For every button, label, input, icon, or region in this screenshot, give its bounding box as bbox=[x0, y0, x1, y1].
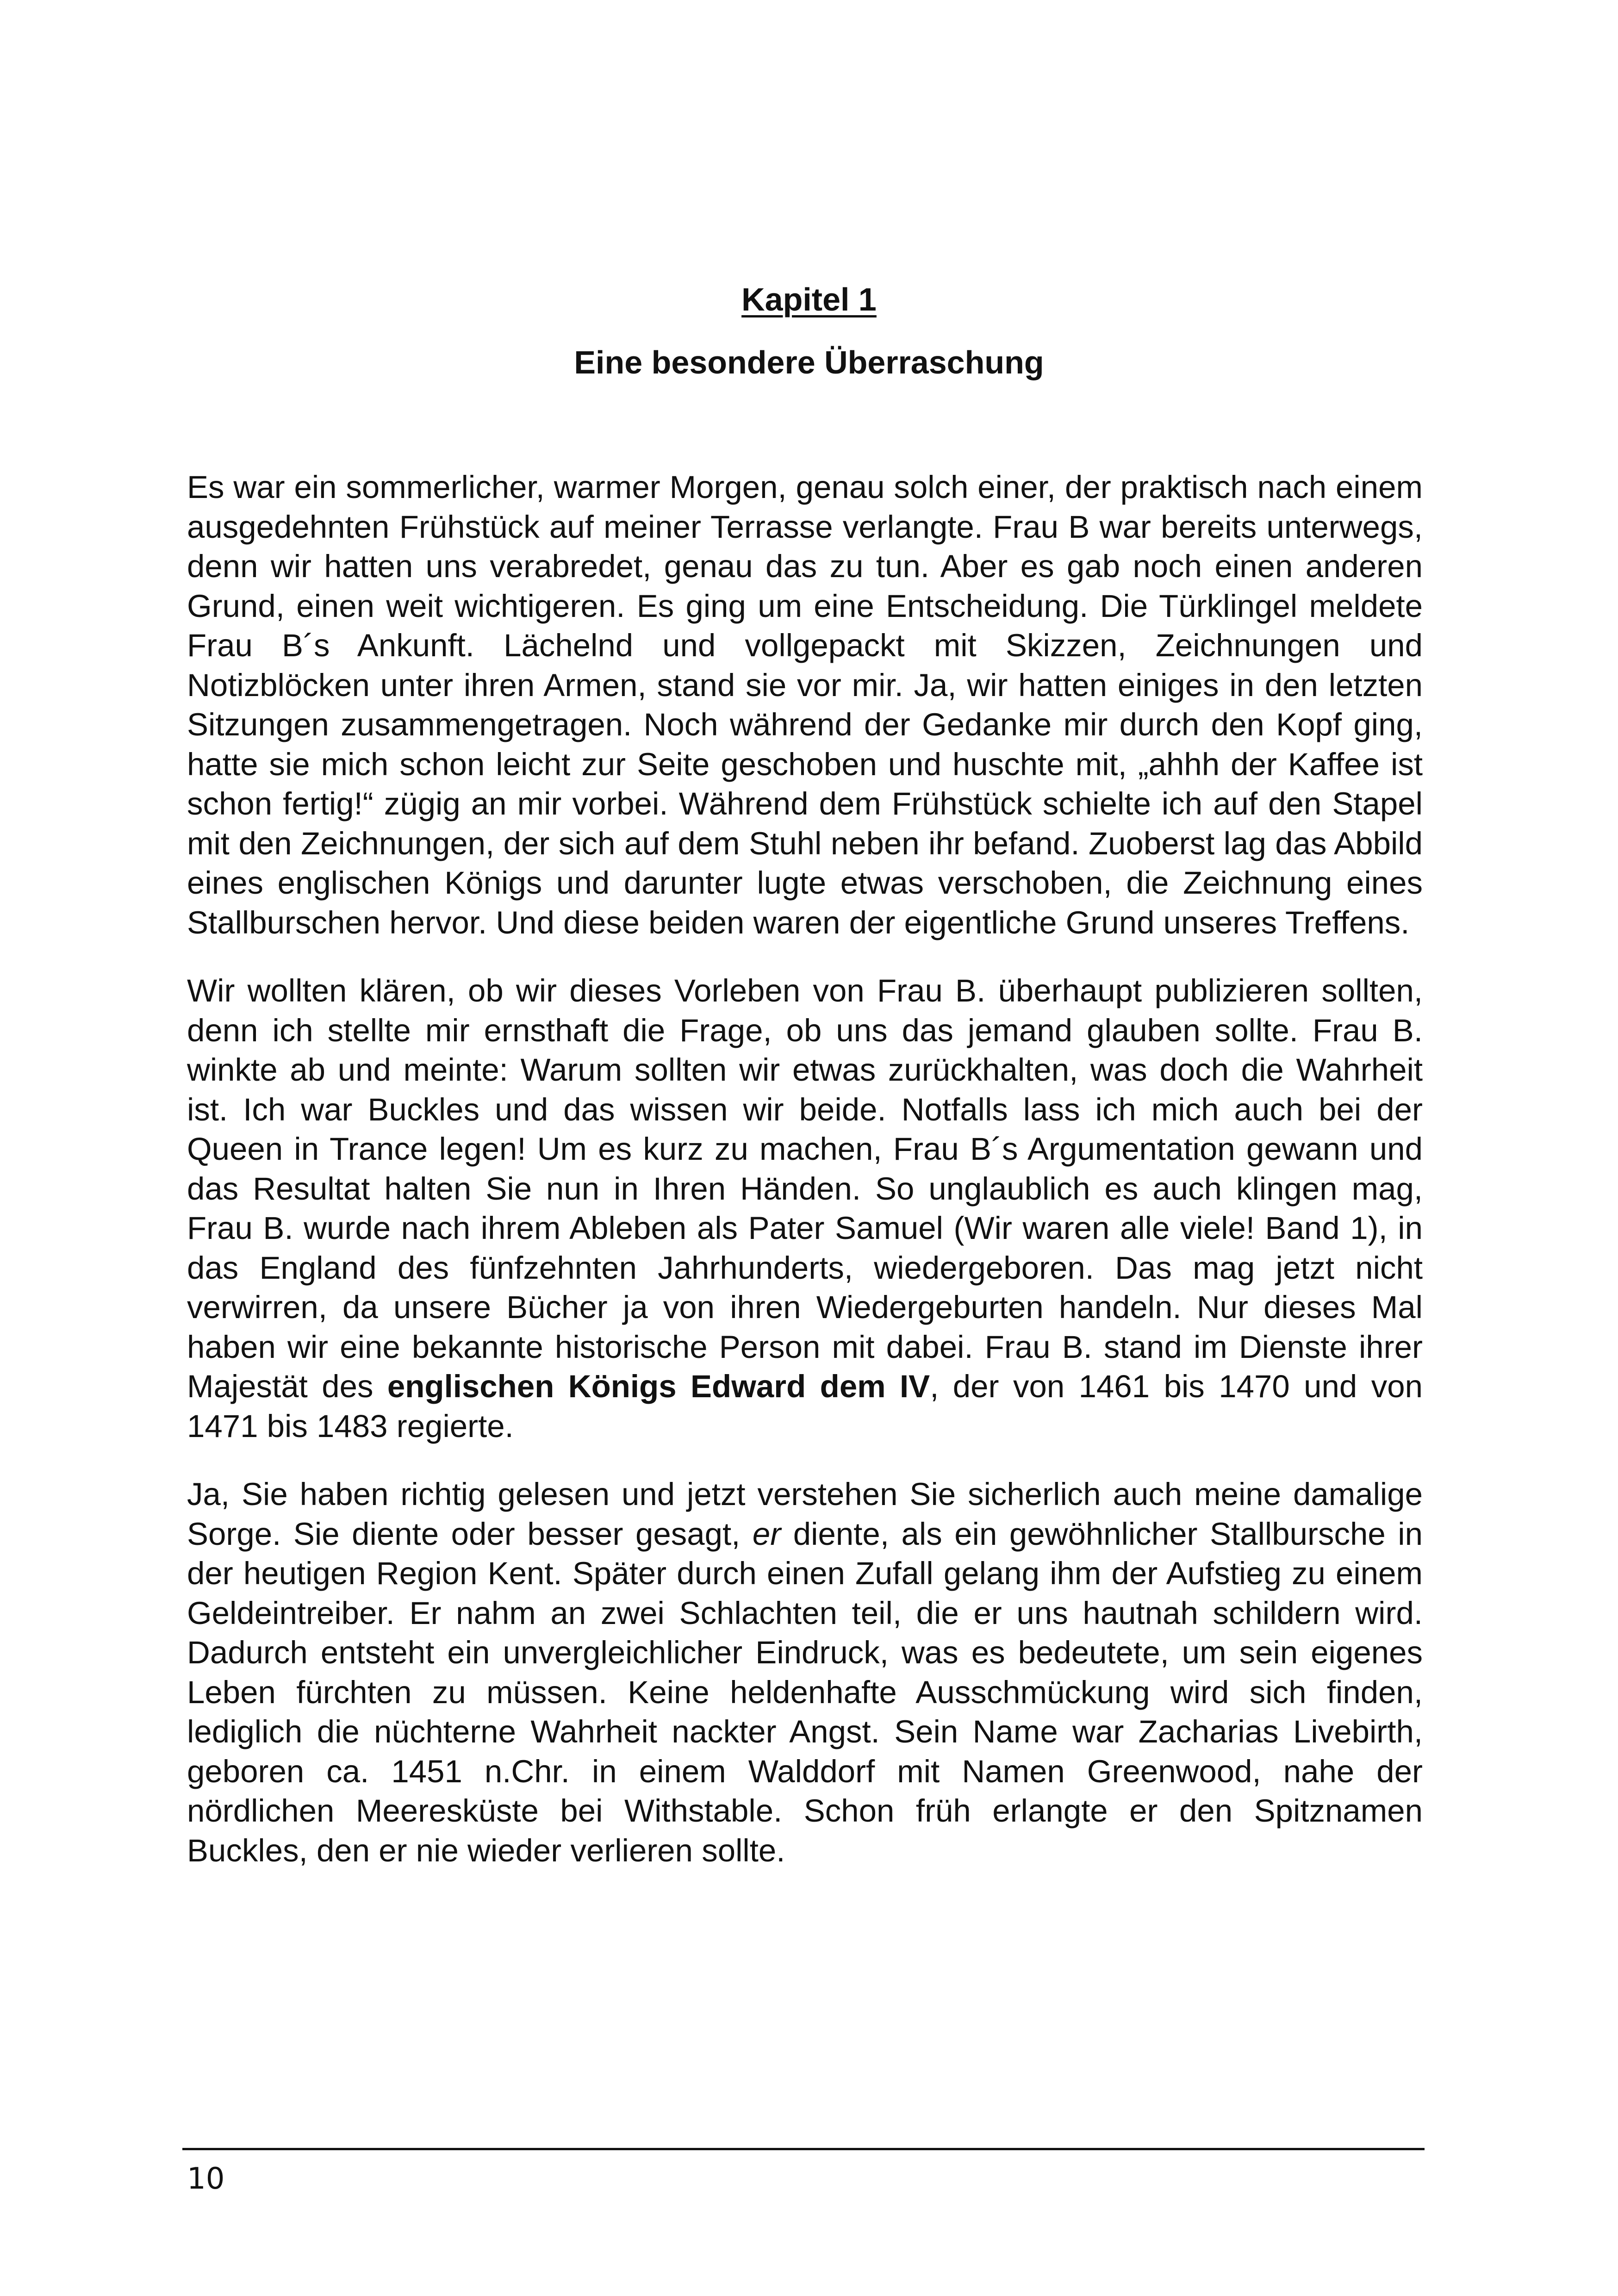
text-segment: diente, als ein gewöhnlicher Stallbursche in der heutigen Region Kent. Später durch einen Zufall gelang ihm der Aufstieg zu einem Geldeintreiber. Er nahm an zwei Schlachten teil, die er uns hautnah schildern wird. Dadurch entsteht ein unvergleichlicher Eindruck, was es bedeutete, um sein eigenes Leben fürchten zu müssen. Keine heldenhafte Ausschmückung wird sich finden, lediglich die nüchterne Wahrheit nackter Angst. Sein Name war Zacharias Livebirth, geboren ca. 1451 n.Chr. in einem Walddorf mit Namen Greenwood, nahe der nördlichen Meeresküste bei Withstable. Schon früh erlangte er den Spitznamen Buckles, den er nie wieder verlieren sollte. bbox=[187, 1516, 1423, 1868]
text-segment: , der von 1461 bis 1470 und von 1471 bis 1483 regierte. bbox=[187, 1369, 1423, 1444]
emphasis-italic: er bbox=[752, 1516, 781, 1552]
emphasis-bold: englischen Königs Edward dem IV bbox=[387, 1369, 930, 1404]
text-segment: Wir wollten klären, ob wir dieses Vorleben von Frau B. überhaupt publizieren sollten, denn ich stellte mir ernsthaft die Frage, ob uns das jemand glauben sollte. Frau B. winkte ab und meinte: Warum sollten wir etwas zurückhalten, was doch die Wahrheit ist. Ich war Buckles und das wissen wir beide. Notfalls lass ich mich auch bei der Queen in Trance legen! Um es kurz zu machen, Frau B´s Argumentation gewann und das Resultat halten Sie nun in Ihren Händen. So unglaublich es auch klingen mag, Frau B. wurde nach ihrem Ableben als Pater Samuel (Wir waren alle viele! Band 1), in das England des fünfzehnten Jahrhunderts, wiedergeboren. Das mag jetzt nicht verwirren, da unsere Bücher ja von ihren Wiedergeburten handeln. Nur dieses Mal haben wir eine bekannte historische Person mit dabei. Frau B. stand im Dienste ihrer Majestät des bbox=[187, 973, 1423, 1404]
paragraph bbox=[187, 971, 1423, 1446]
body-text bbox=[187, 467, 1423, 1899]
paragraph bbox=[187, 467, 1423, 942]
text-segment: Es war ein sommerlicher, warmer Morgen, genau solch einer, der praktisch nach einem ausgedehnten Frühstück auf meiner Terrasse verlangte. Frau B war bereits unterwegs, denn wir hatten uns verabredet, genau das zu tun. Aber es gab noch einen anderen Grund, einen weit wichtigeren. Es ging um eine Entscheidung. Die Türklingel meldete Frau B´s Ankunft. Lächelnd und vollgepackt mit Skizzen, Zeichnungen und Notizblöcken unter ihren Armen, stand sie vor mir. Ja, wir hatten einiges in den letzten Sitzungen zusammengetragen. Noch während der Gedanke mir durch den Kopf ging, hatte sie mich schon leicht zur Seite geschoben und huschte mit, „ahhh der Kaffee ist schon fertig!“ zügig an mir vorbei. Während dem Frühstück schielte ich auf den Stapel mit den Zeichnungen, der sich auf dem Stuhl neben ihr befand. Zuoberst lag das Abbild eines englischen Königs und darunter lugte etwas verschoben, die Zeichnung eines Stallburschen hervor. Und diese beiden waren der eigentliche Grund unseres Treffens. bbox=[187, 469, 1423, 940]
text-segment: Ja, Sie haben richtig gelesen und jetzt verstehen Sie sicherlich auch meine damalige Sorge. Sie diente oder besser gesagt, bbox=[187, 1476, 1423, 1552]
page-number: 10 bbox=[187, 2162, 225, 2196]
chapter-label: Kapitel 1 bbox=[741, 281, 877, 317]
paragraph bbox=[187, 1475, 1423, 1870]
chapter-title: Eine besondere Überraschung bbox=[574, 344, 1044, 380]
footer-rule bbox=[182, 2148, 1425, 2150]
